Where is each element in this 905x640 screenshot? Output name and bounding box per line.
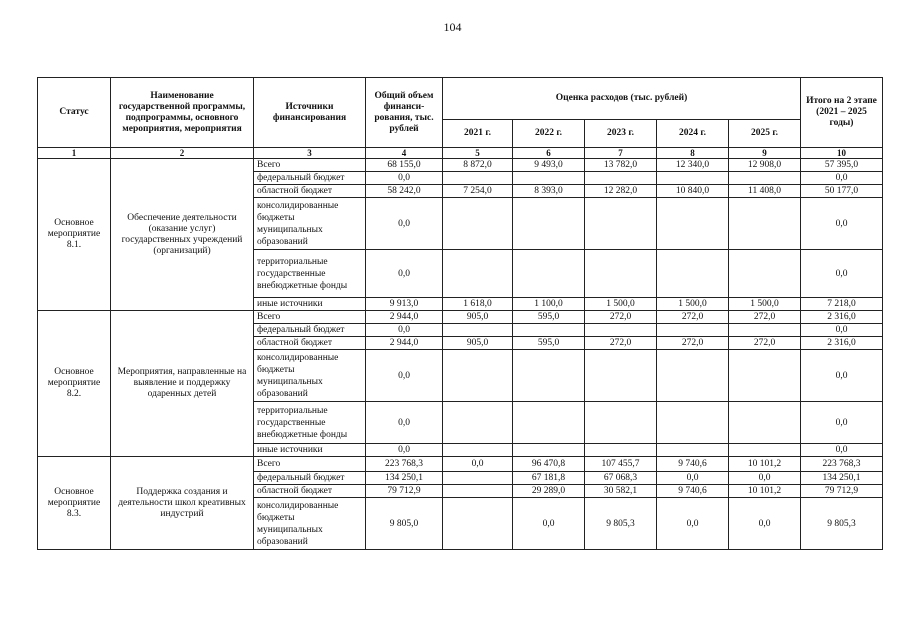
amount-cell: [729, 444, 801, 457]
funding-source-cell: Всего: [254, 159, 366, 172]
amount-cell: 2 944,0: [366, 311, 443, 324]
amount-cell: [729, 172, 801, 185]
amount-cell: 223 768,3: [366, 457, 443, 472]
funding-source-cell: консолидированные бюджеты муниципальных образований: [254, 198, 366, 250]
amount-cell: 9 740,6: [657, 457, 729, 472]
amount-cell: 10 101,2: [729, 457, 801, 472]
amount-cell: 1 500,0: [657, 298, 729, 311]
amount-cell: 0,0: [366, 444, 443, 457]
col-number: 9: [729, 148, 801, 159]
amount-cell: 96 470,8: [513, 457, 585, 472]
amount-cell: 0,0: [729, 498, 801, 550]
funding-source-cell: Всего: [254, 457, 366, 472]
amount-cell: 0,0: [801, 350, 883, 402]
amount-cell: [585, 250, 657, 298]
amount-cell: [513, 402, 585, 444]
amount-cell: 2 944,0: [366, 337, 443, 350]
amount-cell: [657, 172, 729, 185]
amount-cell: [729, 350, 801, 402]
amount-cell: [585, 324, 657, 337]
table-row: [38, 457, 883, 472]
amount-cell: [729, 324, 801, 337]
amount-cell: 50 177,0: [801, 185, 883, 198]
amount-cell: [513, 198, 585, 250]
amount-cell: [443, 350, 513, 402]
amount-cell: [513, 444, 585, 457]
amount-cell: 68 155,0: [366, 159, 443, 172]
funding-source-cell: иные источники: [254, 298, 366, 311]
header-year: 2021 г.: [443, 120, 513, 148]
amount-cell: 0,0: [366, 324, 443, 337]
amount-cell: 905,0: [443, 337, 513, 350]
page-number: 104: [443, 20, 462, 34]
amount-cell: 595,0: [513, 311, 585, 324]
amount-cell: [513, 350, 585, 402]
amount-cell: [585, 350, 657, 402]
amount-cell: 9 740,6: [657, 485, 729, 498]
col-number: 6: [513, 148, 585, 159]
amount-cell: 0,0: [729, 472, 801, 485]
amount-cell: 67 181,8: [513, 472, 585, 485]
amount-cell: 8 393,0: [513, 185, 585, 198]
amount-cell: 9 805,0: [366, 498, 443, 550]
amount-cell: [443, 324, 513, 337]
amount-cell: 223 768,3: [801, 457, 883, 472]
amount-cell: 0,0: [366, 198, 443, 250]
amount-cell: [443, 250, 513, 298]
amount-cell: 57 395,0: [801, 159, 883, 172]
col-number: 5: [443, 148, 513, 159]
status-cell: Основное мероприятие 8.3.: [38, 457, 111, 550]
amount-cell: 107 455,7: [585, 457, 657, 472]
funding-source-cell: консолидированные бюджеты муниципальных образований: [254, 350, 366, 402]
amount-cell: 0,0: [801, 324, 883, 337]
amount-cell: 7 218,0: [801, 298, 883, 311]
table-row: [38, 311, 883, 324]
amount-cell: 905,0: [443, 311, 513, 324]
amount-cell: [443, 444, 513, 457]
amount-cell: 1 100,0: [513, 298, 585, 311]
amount-cell: 272,0: [585, 337, 657, 350]
amount-cell: 272,0: [729, 311, 801, 324]
header-stage-total: Итого на 2 этапе (2021 – 2025 годы): [801, 78, 883, 148]
amount-cell: 29 289,0: [513, 485, 585, 498]
amount-cell: 9 805,3: [801, 498, 883, 550]
funding-source-cell: федеральный бюджет: [254, 324, 366, 337]
amount-cell: 0,0: [801, 402, 883, 444]
amount-cell: 0,0: [366, 250, 443, 298]
amount-cell: [585, 198, 657, 250]
amount-cell: 0,0: [443, 457, 513, 472]
amount-cell: 0,0: [513, 498, 585, 550]
header-sources: Источники финансирования: [254, 78, 366, 148]
col-number: 1: [38, 148, 111, 159]
amount-cell: [657, 324, 729, 337]
amount-cell: 7 254,0: [443, 185, 513, 198]
amount-cell: [443, 472, 513, 485]
amount-cell: 272,0: [585, 311, 657, 324]
amount-cell: 2 316,0: [801, 311, 883, 324]
col-number: 7: [585, 148, 657, 159]
amount-cell: 67 068,3: [585, 472, 657, 485]
amount-cell: 0,0: [801, 250, 883, 298]
amount-cell: 58 242,0: [366, 185, 443, 198]
amount-cell: 2 316,0: [801, 337, 883, 350]
amount-cell: [443, 498, 513, 550]
funding-source-cell: областной бюджет: [254, 337, 366, 350]
amount-cell: [443, 485, 513, 498]
col-number: 10: [801, 148, 883, 159]
status-cell: Основное мероприятие 8.2.: [38, 311, 111, 457]
header-total: Общий объем финанси-рования, тыс. рублей: [366, 78, 443, 148]
amount-cell: 0,0: [801, 444, 883, 457]
amount-cell: [657, 444, 729, 457]
header-year: 2022 г.: [513, 120, 585, 148]
amount-cell: 11 408,0: [729, 185, 801, 198]
amount-cell: 79 712,9: [366, 485, 443, 498]
funding-source-cell: Всего: [254, 311, 366, 324]
amount-cell: [729, 402, 801, 444]
col-number: 8: [657, 148, 729, 159]
amount-cell: [443, 172, 513, 185]
budget-table: [37, 77, 883, 550]
amount-cell: 1 500,0: [729, 298, 801, 311]
amount-cell: 30 582,1: [585, 485, 657, 498]
measure-name-cell: Мероприятия, направленные на выявление и поддержку одаренных детей: [111, 311, 254, 457]
amount-cell: 0,0: [657, 472, 729, 485]
amount-cell: 0,0: [366, 172, 443, 185]
amount-cell: 12 340,0: [657, 159, 729, 172]
amount-cell: 10 840,0: [657, 185, 729, 198]
amount-cell: [585, 444, 657, 457]
amount-cell: [657, 198, 729, 250]
amount-cell: [513, 172, 585, 185]
amount-cell: 1 500,0: [585, 298, 657, 311]
header-status: Статус: [38, 78, 111, 148]
funding-source-cell: иные источники: [254, 444, 366, 457]
status-cell: Основное мероприятие 8.1.: [38, 159, 111, 311]
amount-cell: [443, 402, 513, 444]
header-year: 2024 г.: [657, 120, 729, 148]
funding-source-cell: консолидированные бюджеты муниципальных образований: [254, 498, 366, 550]
funding-source-cell: федеральный бюджет: [254, 172, 366, 185]
amount-cell: 0,0: [657, 498, 729, 550]
amount-cell: 595,0: [513, 337, 585, 350]
amount-cell: 0,0: [801, 198, 883, 250]
amount-cell: 272,0: [729, 337, 801, 350]
amount-cell: [513, 250, 585, 298]
funding-source-cell: территориальные государственные внебюджетные фонды: [254, 250, 366, 298]
amount-cell: 0,0: [366, 402, 443, 444]
amount-cell: 8 872,0: [443, 159, 513, 172]
amount-cell: 0,0: [366, 350, 443, 402]
amount-cell: 9 805,3: [585, 498, 657, 550]
col-number: 4: [366, 148, 443, 159]
amount-cell: [657, 250, 729, 298]
amount-cell: [513, 324, 585, 337]
header-estimate: Оценка расходов (тыс. рублей): [443, 78, 801, 120]
amount-cell: [585, 172, 657, 185]
amount-cell: 134 250,1: [801, 472, 883, 485]
amount-cell: 79 712,9: [801, 485, 883, 498]
amount-cell: [729, 250, 801, 298]
amount-cell: [585, 402, 657, 444]
amount-cell: 272,0: [657, 311, 729, 324]
amount-cell: 272,0: [657, 337, 729, 350]
amount-cell: 9 913,0: [366, 298, 443, 311]
funding-source-cell: областной бюджет: [254, 485, 366, 498]
measure-name-cell: Поддержка создания и деятельности школ креативных индустрий: [111, 457, 254, 550]
header-year: 2023 г.: [585, 120, 657, 148]
funding-source-cell: федеральный бюджет: [254, 472, 366, 485]
amount-cell: [729, 198, 801, 250]
amount-cell: [657, 402, 729, 444]
amount-cell: [443, 198, 513, 250]
header-name: Наименование государственной программы, подпрограммы, основного мероприятия, мероприятия: [111, 78, 254, 148]
amount-cell: 0,0: [801, 172, 883, 185]
amount-cell: [657, 350, 729, 402]
table-row: [38, 159, 883, 172]
amount-cell: 12 282,0: [585, 185, 657, 198]
amount-cell: 13 782,0: [585, 159, 657, 172]
amount-cell: 10 101,2: [729, 485, 801, 498]
measure-name-cell: Обеспечение деятельности (оказание услуг) государственных учреждений (организаций): [111, 159, 254, 311]
funding-source-cell: областной бюджет: [254, 185, 366, 198]
amount-cell: 9 493,0: [513, 159, 585, 172]
amount-cell: 134 250,1: [366, 472, 443, 485]
amount-cell: 1 618,0: [443, 298, 513, 311]
amount-cell: 12 908,0: [729, 159, 801, 172]
header-year: 2025 г.: [729, 120, 801, 148]
col-number: 2: [111, 148, 254, 159]
funding-source-cell: территориальные государственные внебюджетные фонды: [254, 402, 366, 444]
col-number: 3: [254, 148, 366, 159]
